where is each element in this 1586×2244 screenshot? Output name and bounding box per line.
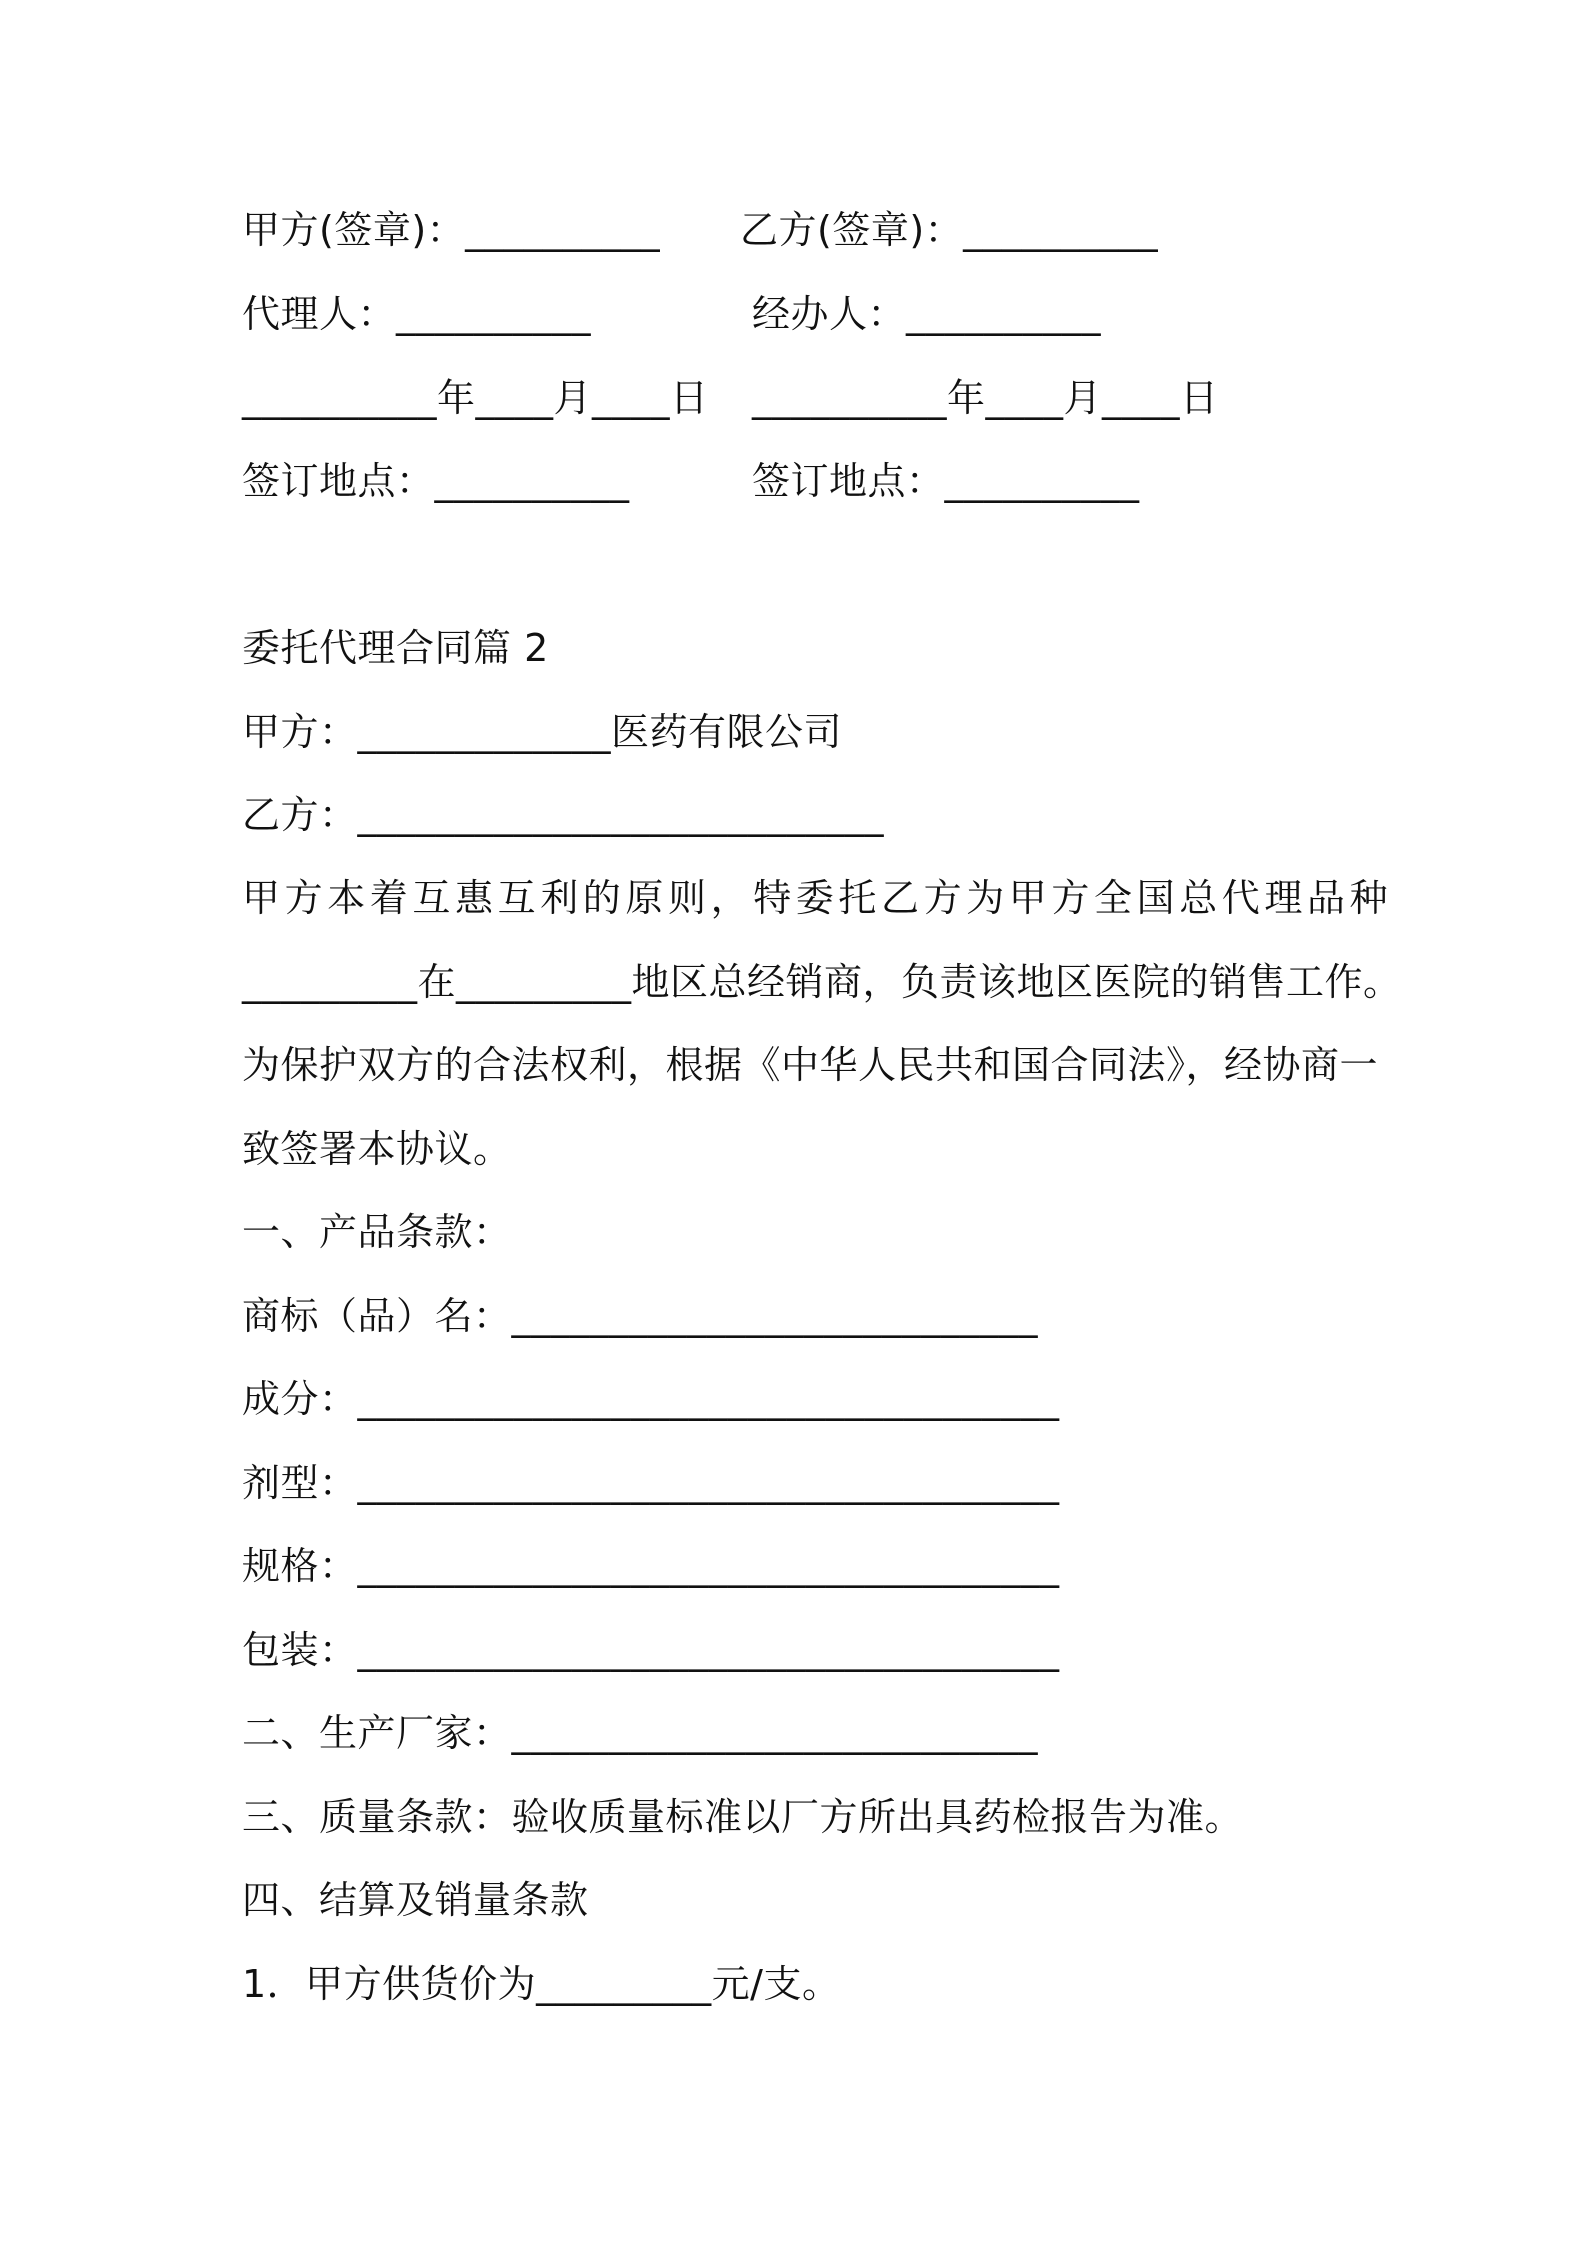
place-b-line: 签订地点：__________ <box>752 459 1140 503</box>
specification-line: 规格：____________________________________ <box>242 1544 1060 1588</box>
ingredients-line: 成分：____________________________________ <box>242 1377 1060 1421</box>
section-2-line: 二、生产厂家：___________________________ <box>242 1711 1039 1755</box>
party-a-line: 甲方：_____________医药有限公司 <box>242 710 843 754</box>
date-a-line: __________年____月____日 <box>242 376 709 420</box>
party-b-seal-line: 乙方(签章)：__________ <box>740 208 1159 252</box>
item-1-line: 1．甲方供货价为_________元/支。 <box>242 1962 841 2006</box>
section-1-title: 一、产品条款： <box>242 1210 512 1254</box>
section-4-title: 四、结算及销量条款 <box>242 1878 589 1922</box>
intro-line-2: _________在_________地区总经销商，负责该地区医院的销售工作。 <box>242 960 1402 1004</box>
intro-line-4: 致签署本协议。 <box>242 1127 512 1171</box>
section-3-line: 三、质量条款：验收质量标准以厂方所出具药检报告为准。 <box>242 1795 1244 1839</box>
place-a-line: 签订地点：__________ <box>242 459 630 503</box>
intro-line-1: 甲方本着互惠互利的原则，特委托乙方为甲方全国总代理品种 <box>242 876 1393 920</box>
packaging-line: 包装：____________________________________ <box>242 1628 1060 1672</box>
date-b-line: __________年____月____日 <box>752 376 1219 420</box>
contract-title: 委托代理合同篇 2 <box>242 626 549 670</box>
dosage-form-line: 剂型：____________________________________ <box>242 1461 1060 1505</box>
handler-line: 经办人：__________ <box>752 292 1102 336</box>
agent-line: 代理人：__________ <box>242 292 592 336</box>
party-b-line: 乙方：___________________________ <box>242 793 885 837</box>
intro-line-3: 为保护双方的合法权利，根据《中华人民共和国合同法》，经协商一 <box>242 1043 1379 1087</box>
brand-line: 商标（品）名：___________________________ <box>242 1294 1039 1338</box>
party-a-seal-line: 甲方(签章)：__________ <box>242 208 661 252</box>
